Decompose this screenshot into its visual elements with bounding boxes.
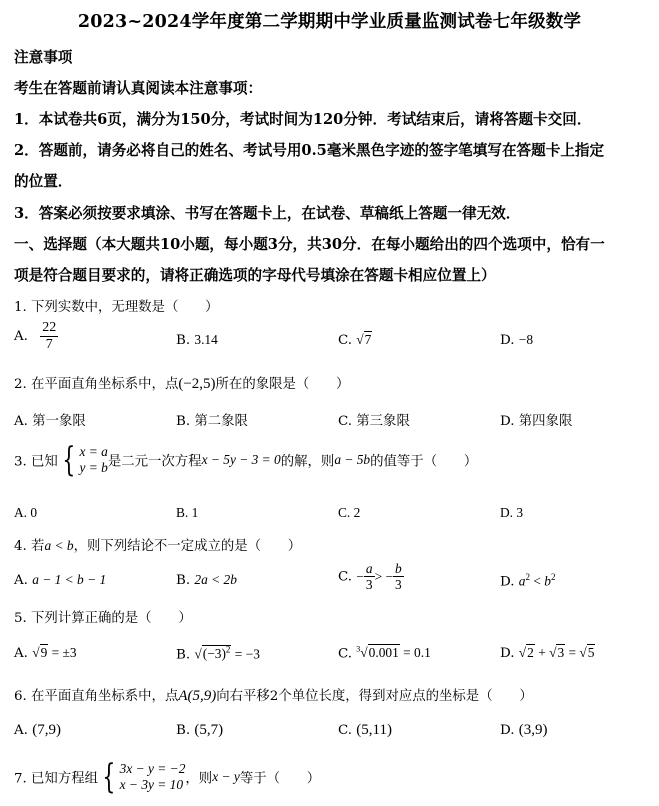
question-2-option-d: D. 第四象限: [500, 414, 573, 429]
exam-title: 2023~2024学年度第二学期期中学业质量监测试卷七年级数学: [77, 12, 582, 32]
question-1-option-b: B. 3.14: [176, 332, 218, 348]
question-3-stem: 3. 已知 { x = a y = b 是二元一次方程x − 5y − 3 = 0的解，则a − 5b的值等于（ ）: [14, 440, 478, 480]
question-5-option-a: A. √9 = ±3: [14, 645, 77, 661]
section-1-intro-line-2: 项是符合题目要求的，请将正确选项的字母代号填涂在答题卡相应位置上）: [14, 267, 496, 284]
section-1-intro-line-1: 一、选择题（本大题共10小题，每小题3分，共30分．在每小题给出的四个选项中，恰有一: [14, 236, 605, 253]
notice-item-1: 1．本试卷共6页，满分为150分，考试时间为120分钟．考试结束后，请将答题卡交回．: [14, 111, 592, 128]
notice-item-2-line-1: 2．答题前，请务必将自己的姓名、考试号用0.5毫米黑色字迹的签字笔填写在答题卡上指定: [14, 142, 605, 159]
question-5-option-b: B. $√(-3)^2 = -3$: [176, 645, 260, 663]
question-1-option-a: A. $\frac{22}{7}$: [14, 320, 57, 352]
notice-heading: 注意事项: [14, 49, 73, 66]
question-2-option-c: C. 第三象限: [338, 414, 410, 429]
notice-intro: 考生在答题前请认真阅读本注意事项：: [14, 80, 263, 97]
question-5-option-c: C. $^3$√0.001 = 0.1: [338, 645, 431, 662]
question-4-option-c: C. − $\frac{a}{3}$ > − $\frac{b}{3}$: [338, 561, 402, 593]
question-3-option-d: D. 3: [500, 505, 524, 520]
question-3-option-c: C. 2: [338, 505, 361, 520]
question-6-option-d: D. (3,9): [500, 722, 548, 738]
question-4-option-b: B. 2a < 2b: [176, 572, 237, 588]
question-4-option-d: D. $a^2 < b^2$: [500, 572, 556, 590]
question-2-stem: 2. 在平面直角坐标系中，点(−2,5)所在的象限是（ ）: [14, 376, 350, 392]
question-7-stem: 7. 已知方程组 { 3x − y = −2 x − 3y = 10 ，则x − y等于（ ）: [14, 757, 321, 797]
question-6-stem: 6. 在平面直角坐标系中，点A(5,9)向右平移2个单位长度，得到对应点的坐标是（ ）: [14, 688, 533, 704]
question-4-stem: 4. 若a < b，则下列结论不一定成立的是（ ）: [14, 538, 302, 554]
question-5-stem: 5. 下列计算正确的是（ ）: [14, 611, 192, 626]
question-2-option-a: A. 第一象限: [14, 414, 86, 429]
question-2-option-b: B. 第二象限: [176, 414, 248, 429]
question-3-option-b: B. 1: [176, 505, 199, 520]
question-3-option-a: A. 0: [14, 505, 38, 520]
question-6-option-b: B. (5,7): [176, 722, 224, 738]
notice-item-2-line-2: 的位置．: [14, 173, 73, 190]
notice-item-3: 3．答案必须按要求填涂、书写在答题卡上，在试卷、草稿纸上答题一律无效．: [14, 205, 521, 222]
question-1-stem: 1. 下列实数中，无理数是（ ）: [14, 300, 219, 315]
question-5-option-d: D. √2 + √3 = √5: [500, 645, 595, 661]
question-1-option-c: C. √7: [338, 332, 372, 348]
question-6-option-c: C. (5,11): [338, 722, 392, 738]
question-1-option-d: D. −8: [500, 332, 534, 348]
question-4-option-a: A. a − 1 < b − 1: [14, 572, 107, 588]
question-6-option-a: A. (7,9): [14, 722, 61, 738]
